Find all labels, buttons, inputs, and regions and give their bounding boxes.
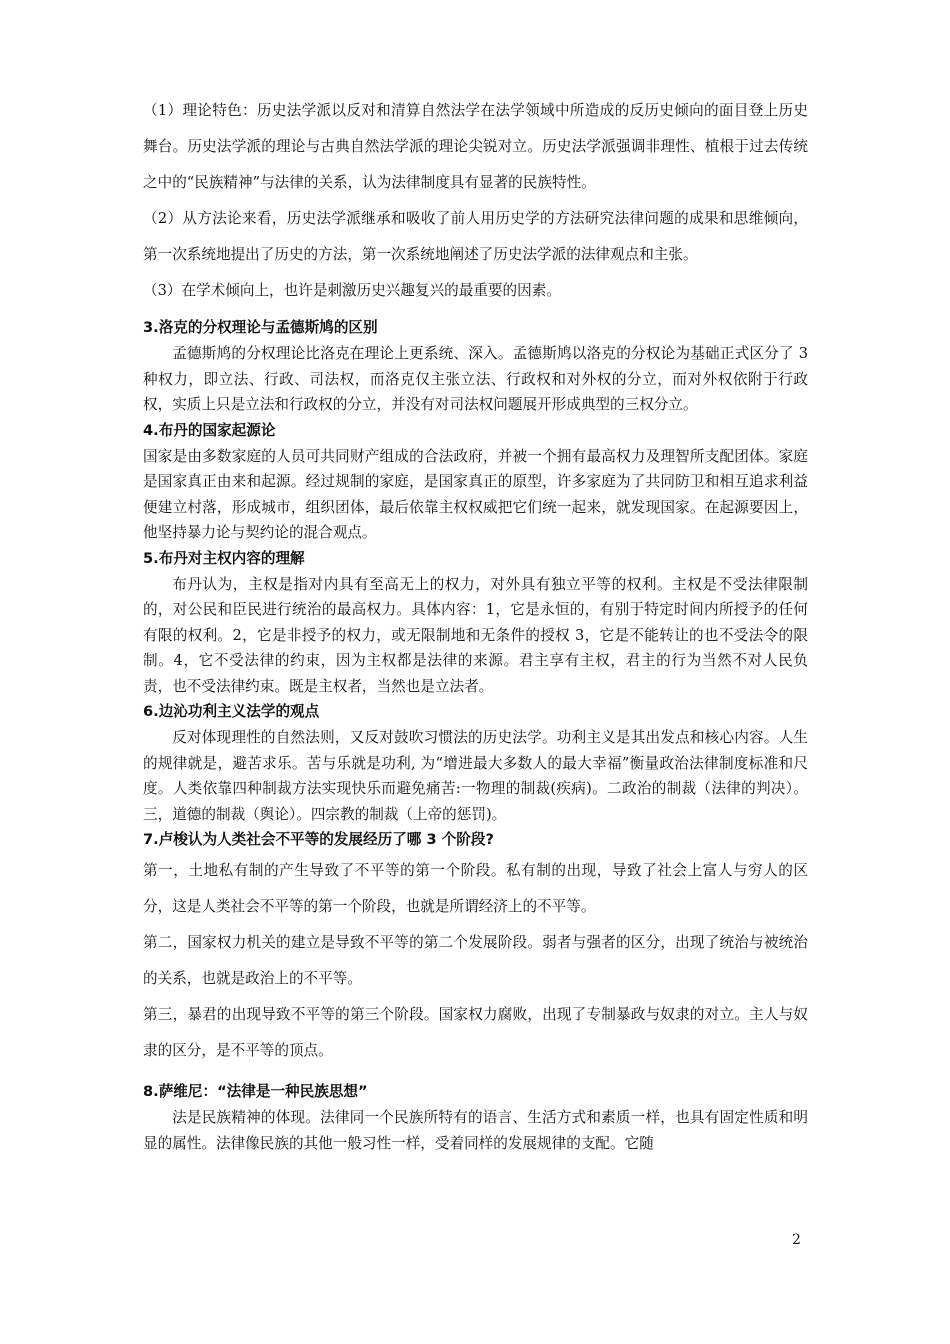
section-heading: 8.萨维尼：“法律是一种民族思想” — [143, 1083, 368, 1100]
section-paragraph: 孟德斯鸠的分权理论比洛克在理论上更系统、深入。孟德斯鸠以洛克的分权论为基础正式区分了 3 种权力，即立法、行政、司法权，而洛克仅主张立法、行政权和对外权的分立，而对外权依附于行政权，实质上只是立法和行政权的分立，并没有对司法权问题展开形成典型的三权分立。 — [143, 345, 808, 413]
section-paragraph: 第一，土地私有制的产生导致了不平等的第一个阶段。私有制的出现，导致了社会上富人与穷人的区分，这是人类社会不平等的第一个阶段，也就是所谓经济上的不平等。 — [143, 862, 808, 915]
paragraph-theory-features: （1）理论特色：历史法学派以反对和清算自然法学在法学领域中所造成的反历史倾向的面目登上历史舞台。历史法学派的理论与古典自然法学派的理论尖锐对立。历史法学派强调非理性、植根于过去传统之中的“民族精神”与法律的关系，认为法律制度具有显著的民族特性。 — [143, 102, 808, 191]
section-paragraph: 反对体现理性的自然法则，又反对鼓吹习惯法的历史法学。功利主义是其出发点和核心内容。人生的规律就是，避苦求乐。苦与乐就是功利, 为“增进最大多数人的最大幸福”衡量政治法律制度标准和尺度。人类依靠四种制裁方法实现快乐而避免痛苦:一物理的制裁(疾病)。二政治的制裁（法律的判决）。三，道德的制裁（舆论）。四宗教的制裁（上帝的惩罚)。 — [143, 729, 808, 823]
section-heading: 5.布丹对主权内容的理解 — [143, 549, 305, 567]
section-paragraph: 法是民族精神的体现。法律同一个民族所特有的语言、生活方式和素质一样，也具有固定性质和明显的属性。法律像民族的其他一般习性一样，受着同样的发展规律的支配。它随 — [143, 1109, 808, 1152]
section-paragraph: 第二，国家权力机关的建立是导致不平等的第二个发展阶段。弱者与强者的区分，出现了统治与被统治的关系，也就是政治上的不平等。 — [143, 934, 808, 987]
section-paragraph: 国家是由多数家庭的人员可共同财产组成的合法政府，并被一个拥有最高权力及理智所支配团体。家庭是国家真正由来和起源。经过规制的家庭，是国家真正的原型，许多家庭为了共同防卫和相互追求利益便建立村落，形成城市，组织团体，最后依靠主权权威把它们统一起来，就发现国家。在起源要因上，他坚持暴力论与契约论的混合观点。 — [143, 447, 808, 541]
section-paragraph: 第三，暴君的出现导致不平等的第三个阶段。国家权力腐败，出现了专制暴政与奴隶的对立。主人与奴隶的区分，是不平等的顶点。 — [143, 1006, 808, 1059]
page-content — [143, 93, 808, 1156]
section-heading: 4.布丹的国家起源论 — [143, 421, 276, 439]
paragraph-methodology: （2）从方法论来看，历史法学派继承和吸收了前人用历史学的方法研究法律问题的成果和思维倾向，第一次系统地提出了历史的方法，第一次系统地阐述了历史法学派的法律观点和主张。 — [143, 210, 808, 263]
section-heading: 6.边沁功利主义法学的观点 — [143, 703, 320, 720]
section-heading: 3.洛克的分权理论与孟德斯鸠的区别 — [143, 319, 378, 336]
paragraph-academic-tendency: （3）在学术倾向上，也许是刺激历史兴趣复兴的最重要的因素。 — [143, 282, 561, 299]
section-heading: 7.卢梭认为人类社会不平等的发展经历了哪 3 个阶段? — [143, 831, 494, 848]
section-paragraph: 布丹认为，主权是指对内具有至高无上的权力，对外具有独立平等的权利。主权是不受法律限制的，对公民和臣民进行统治的最高权力。具体内容：1，它是永恒的，有别于特定时间内所授予的任何有限的权利。2，它是非授予的权力，或无限制地和无条件的授权 3，它是不能转让的也不受法令的限制。4，它不受法律的约束，因为主权都是法律的来源。君主享有主权，君主的行为当然不对人民负责，也不受法律约束。既是主权者，当然也是立法者。 — [143, 575, 808, 695]
page-number: 2 — [792, 1232, 801, 1248]
